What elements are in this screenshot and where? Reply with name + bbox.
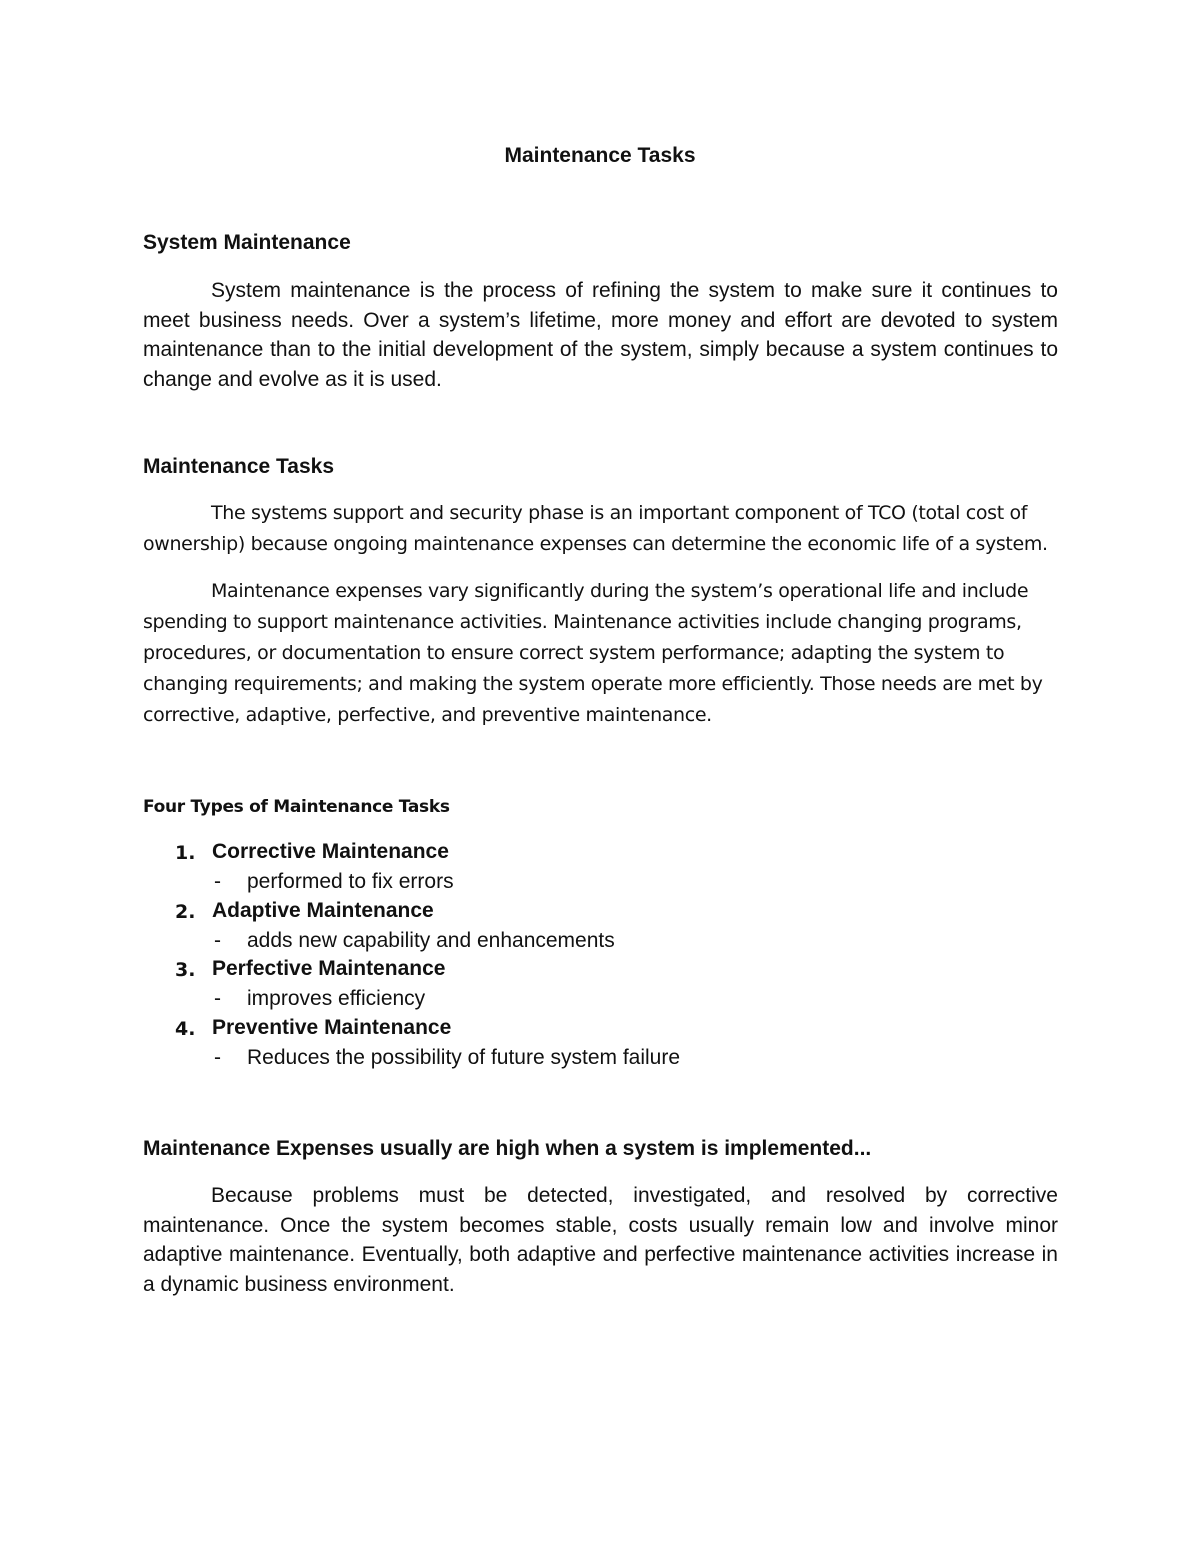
list-item xyxy=(143,842,1058,901)
system-maintenance-paragraph xyxy=(143,276,1058,394)
document-title: Maintenance Tasks xyxy=(504,144,696,167)
section-heading-maintenance-tasks: Maintenance Tasks xyxy=(143,455,335,478)
list-item-number: 4. xyxy=(175,1017,196,1040)
list-item xyxy=(143,1015,1058,1077)
paragraph-text: Maintenance expenses vary significantly during the system’s operational life and include spending to support maintenance activities. Maintenance activities include changing programs, procedures, or documentation to ensure correct system performance; adapting the system to changing requirements; and making the system operate more efficiently. Those needs are met by corrective, adaptive, perfective, and preventive maintenance. xyxy=(143,580,1043,726)
paragraph-text: System maintenance is the process of refining the system to make sure it continues to meet business needs. Over a system’s lifetime, more money and effort are devoted to system maintenance than to the initial development of the system, simply because a system continues to change and evolve as it is used. xyxy=(143,279,1058,391)
maintenance-tasks-paragraph-1 xyxy=(143,498,1058,560)
list-item-description: Reduces the possibility of future system failure xyxy=(247,1045,681,1069)
list-item-description: improves efficiency xyxy=(247,987,426,1010)
list-item xyxy=(143,898,1058,960)
list-item-title: Adaptive Maintenance xyxy=(212,898,434,922)
maintenance-tasks-paragraph-2 xyxy=(143,576,1058,731)
section-heading-system-maintenance: System Maintenance xyxy=(143,231,351,254)
section-heading-maintenance-expenses: Maintenance Expenses usually are high when a system is implemented... xyxy=(143,1137,872,1160)
list-item-number: 3. xyxy=(175,959,196,981)
list-item xyxy=(143,959,1058,1018)
list-item-description: adds new capability and enhancements xyxy=(247,928,615,952)
paragraph-text: Because problems must be detected, investigated, and resolved by corrective maintenance. Once the system becomes stable, costs usually remain low and involve minor adaptive maintenance. Eventually, both adaptive and perfective maintenance activities increase in a dynamic business environment. xyxy=(143,1184,1058,1296)
list-item-dash: - xyxy=(214,987,221,1010)
list-item-number: 2. xyxy=(175,900,196,923)
list-item-title: Corrective Maintenance xyxy=(212,840,449,863)
list-item-title: Preventive Maintenance xyxy=(212,1015,452,1039)
paragraph-text: The systems support and security phase is an important component of TCO (total cost of ownership) because ongoing maintenance expenses can determine the economic life of a system. xyxy=(143,502,1048,555)
list-item-dash: - xyxy=(214,1045,221,1069)
section-heading-four-types: Four Types of Maintenance Tasks xyxy=(143,797,450,817)
list-item-description: performed to fix errors xyxy=(247,870,454,893)
list-item-number: 1. xyxy=(175,842,196,864)
maintenance-expenses-paragraph xyxy=(143,1181,1058,1299)
list-item-dash: - xyxy=(214,870,221,893)
list-item-title: Perfective Maintenance xyxy=(212,957,446,980)
maintenance-types-list xyxy=(143,842,1058,1076)
list-item-dash: - xyxy=(214,928,221,952)
